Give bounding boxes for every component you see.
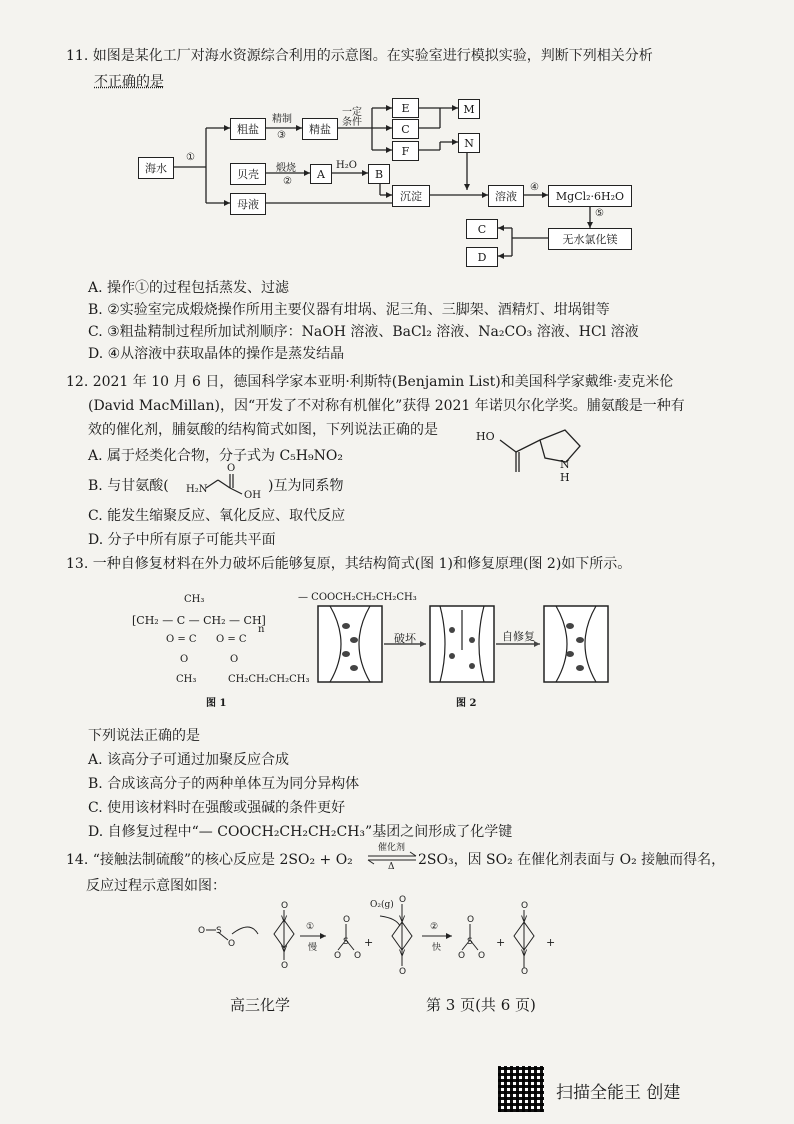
box-N: N [458,133,480,153]
polymer-co2: O = C [216,634,247,645]
svg-text:V: V [521,915,528,925]
q11-stem-line2: 不正确的是 [94,74,164,90]
svg-text:O: O [458,951,466,961]
q12-option-a: A. 属于烃类化合物，分子式为 C₅H₉NO₂ [88,448,343,464]
svg-text:O: O [281,961,289,971]
q13-option-d: D. 自修复过程中“— COOCH₂CH₂CH₂CH₃”基团之间形成了化学键 [88,824,513,840]
shell-box: 贝壳 [230,163,266,185]
glycine-h2n: H₂N [186,484,208,495]
catalyst-label: 催化剂 [378,843,406,853]
plus-1: + [364,936,374,949]
svg-text:O: O [198,926,206,936]
box-D: D [466,247,498,267]
box-M: M [458,99,480,119]
fig1-label: 图 1 [206,698,227,709]
delta-label: Δ [388,862,395,872]
svg-text:O: O [334,951,342,961]
svg-text:O: O [521,967,529,977]
q14-stem-part2: 2SO₃，因 SO₂ 在催化剂表面与 O₂ 接触而得名， [418,852,726,868]
step1-label: ① [186,152,195,163]
box-B: B [368,164,390,184]
q12-stem-line3: 效的催化剂，脯氨酸的结构简式如图，下列说法正确的是 [88,422,438,438]
plus-2: + [496,936,506,949]
svg-text:V: V [281,915,288,925]
q11-option-a: A. 操作①的过程包括蒸发、过滤 [88,280,290,296]
proline-h: H [560,471,570,484]
q14-stem-part1: 14. “接触法制硫酸”的核心反应是 2SO₂ + O₂ [66,852,353,868]
polymer-backbone: [CH₂ — C — CH₂ — CH] [132,614,266,627]
break-label: 破坏 [394,632,416,645]
svg-text:O: O [354,951,362,961]
svg-text:O: O [521,901,529,911]
step3-label: ③ [277,130,286,141]
slow-label: 慢 [308,943,318,953]
proline-n: N [560,458,570,471]
refined-salt-box: 精盐 [302,118,338,140]
anhydrous-box: 无水氯化镁 [548,228,632,250]
box-C: C [392,119,419,139]
svg-text:V: V [399,915,406,925]
condition-label: 一定条件 [342,107,362,128]
q13-option-c: C. 使用该材料时在强酸或强碱的条件更好 [88,800,346,816]
step5-label: ⑤ [595,208,604,219]
q12-option-d: D. 分子中所有原子可能共平面 [88,532,276,548]
scanner-watermark: 扫描全能王 创建 [556,1083,681,1103]
crude-salt-box: 粗盐 [230,118,266,140]
box-A: A [310,164,332,184]
refine-label: 精制 [272,114,292,125]
calcine-label: 煅烧 [276,163,296,174]
box-C-output: C [466,219,498,239]
mother-liquor-box: 母液 [230,193,266,215]
repair-label: 自修复 [502,630,535,643]
svg-text:O: O [467,915,475,925]
svg-text:O: O [478,951,486,961]
qr-code-icon [498,1066,544,1112]
svg-text:V: V [521,949,528,959]
svg-text:S: S [216,926,222,936]
q13-option-a: A. 该高分子可通过加聚反应合成 [88,752,290,768]
q11-option-d: D. ④从溶液中获取晶体的操作是蒸发结晶 [88,346,345,362]
box-F: F [392,141,419,161]
precipitate-box: 沉淀 [392,185,430,207]
q12-option-b: B. 与甘氨酸( [88,478,169,494]
svg-text:O: O [281,901,289,911]
fig2-label: 图 2 [456,698,477,709]
q13-option-b: B. 合成该高分子的两种单体互为同分异构体 [88,776,360,792]
footer-page: 第 3 页(共 6 页) [426,996,536,1014]
fast-label: 快 [432,943,442,953]
footer-subject: 高三化学 [230,996,291,1014]
group-label: — COOCH₂CH₂CH₂CH₃ [298,592,417,603]
q12-stem-line2: (David MacMillan)，因“开发了不对称有机催化”获得 2021 年诺贝尔化学奖。脯氨酸是一种有 [88,398,685,414]
polymer-o1: O [180,654,189,665]
polymer-ch3-bottom: CH₃ [176,674,197,685]
solution-box: 溶液 [488,185,524,207]
box-E: E [392,98,419,118]
polymer-ch3-top: CH₃ [184,594,205,605]
polymer-o2: O [230,654,239,665]
mgcl2-box: MgCl₂·6H₂O [548,185,632,207]
svg-text:S: S [467,937,473,947]
step1-circle: ① [306,922,315,932]
step4-label: ④ [530,182,539,193]
q12-stem-line1: 12. 2021 年 10 月 6 日，德国科学家本亚明·利斯特(Benjamin List)和美国科学家戴维·麦克米伦 [66,374,674,390]
svg-text:V: V [399,949,406,959]
h2o-label: H₂O [336,160,357,171]
polymer-co1: O = C [166,634,197,645]
q11-stem-line1: 11. 如图是某化工厂对海水资源综合利用的示意图。在实验室进行模拟实验，判断下列相关分析 [66,48,653,64]
svg-text:S: S [343,937,349,947]
svg-text:O: O [399,967,407,977]
plus-3: + [546,936,556,949]
svg-text:O: O [399,895,407,905]
polymer-n: n [258,624,265,635]
q13-stem-line1: 13. 一种自修复材料在外力破坏后能够复原，其结构简式(图 1)和修复原理(图 2)如下所示。 [66,556,632,572]
step2-circle: ② [430,922,439,932]
polymer-butyl: CH₂CH₂CH₂CH₃ [228,674,310,685]
q12-option-b-tail: )互为同系物 [268,478,344,494]
glycine-oh: OH [244,490,261,501]
seawater-box: 海水 [138,157,174,179]
step2-label: ② [283,176,292,187]
o2g-label: O₂(g) [370,900,394,910]
glycine-o: O [227,463,236,474]
svg-text:V: V [281,945,288,955]
proline-ho: HO [476,430,495,443]
q13-question: 下列说法正确的是 [88,728,200,744]
q11-option-b: B. ②实验室完成煅烧操作所用主要仪器有坩埚、泥三角、三脚架、酒精灯、坩埚钳等 [88,302,610,318]
q12-option-c: C. 能发生缩聚反应、氧化反应、取代反应 [88,508,346,524]
svg-text:O: O [343,915,351,925]
q11-option-c: C. ③粗盐精制过程所加试剂顺序：NaOH 溶液、BaCl₂ 溶液、Na₂CO₃ 溶液、HCl 溶液 [88,324,639,340]
svg-text:O: O [228,939,236,949]
q14-stem-line2: 反应过程示意图如图： [86,878,226,894]
